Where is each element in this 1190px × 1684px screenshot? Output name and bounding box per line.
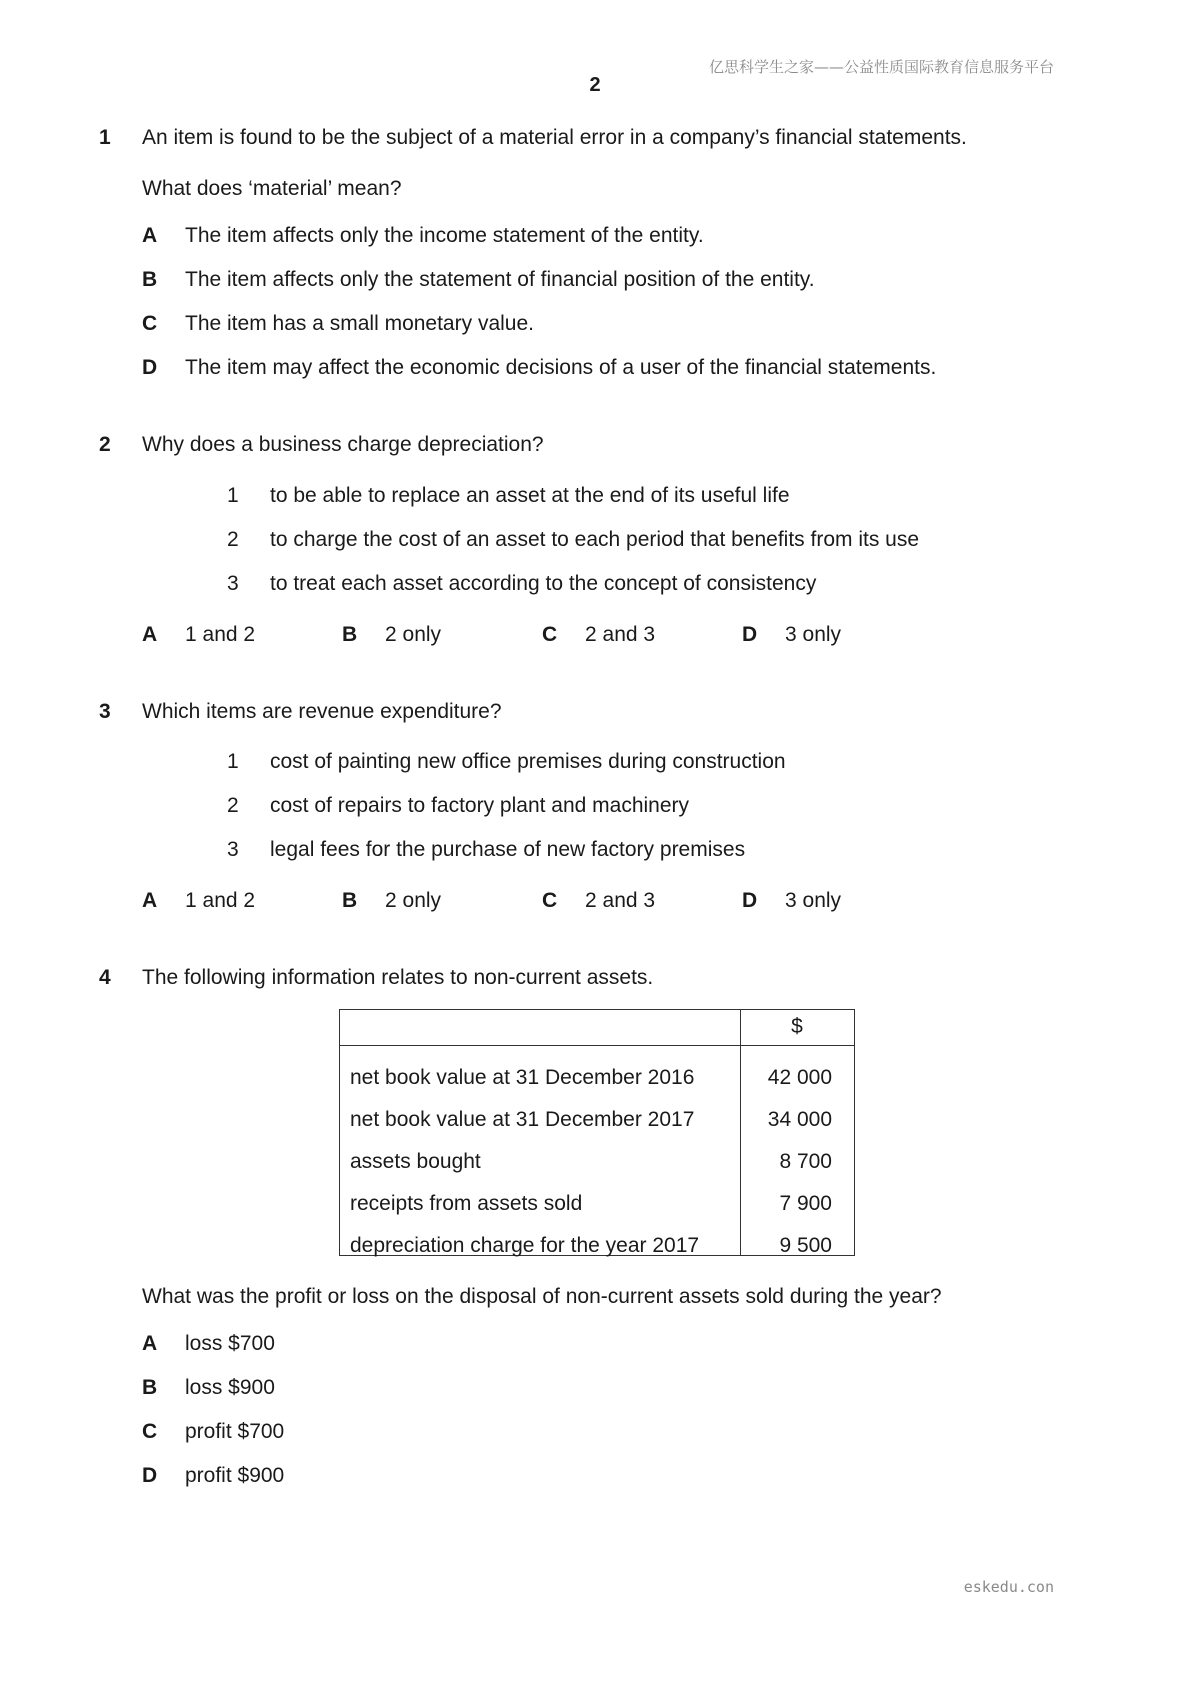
option-text: The item has a small monetary value. — [185, 312, 534, 335]
option-text: The item may affect the economic decisions of a user of the financial statements. — [185, 356, 937, 379]
table-row-value: 9 500 — [779, 1234, 832, 1257]
option-b[interactable] — [342, 888, 441, 914]
option-d[interactable] — [742, 888, 841, 914]
option-text: profit $700 — [185, 1420, 285, 1443]
table-row-label: depreciation charge for the year 2017 — [350, 1234, 700, 1257]
option-c[interactable] — [542, 888, 655, 914]
option-text: profit $900 — [185, 1464, 285, 1487]
table-header-currency: $ — [791, 1015, 803, 1038]
statement-2 — [227, 793, 689, 819]
table-header-divider — [340, 1045, 854, 1046]
statement-1 — [227, 483, 790, 509]
statement-number: 3 — [227, 572, 239, 595]
option-text: loss $700 — [185, 1332, 275, 1355]
option-letter: C — [142, 1420, 158, 1443]
statement-text: to charge the cost of an asset to each period that benefits from its use — [270, 528, 920, 551]
option-text: 2 only — [385, 889, 442, 912]
option-b[interactable] — [142, 1375, 275, 1401]
question-number: 3 — [99, 700, 111, 723]
statement-number: 2 — [227, 528, 239, 551]
statement-number: 1 — [227, 750, 239, 773]
option-letter: C — [142, 312, 158, 335]
table-row-value: 34 000 — [767, 1108, 832, 1131]
option-d[interactable] — [142, 1463, 284, 1489]
question-stem: Why does a business charge depreciation? — [142, 433, 544, 456]
option-text: 3 only — [785, 889, 842, 912]
option-b[interactable] — [342, 622, 441, 648]
table-row-value: 7 900 — [779, 1192, 832, 1215]
option-letter: D — [742, 889, 758, 912]
option-letter: C — [542, 623, 558, 646]
option-letter: B — [142, 1376, 158, 1399]
option-letter: B — [342, 889, 358, 912]
statement-text: cost of repairs to factory plant and machinery — [270, 794, 690, 817]
assets-table — [339, 1009, 855, 1256]
option-letter: A — [142, 224, 158, 247]
statement-text: cost of painting new office premises during construction — [270, 750, 786, 773]
question-prompt: What was the profit or loss on the disposal of non-current assets sold during the year? — [142, 1285, 942, 1308]
question-number: 1 — [99, 126, 111, 149]
table-row-value: 42 000 — [767, 1066, 832, 1089]
option-letter: C — [542, 889, 558, 912]
option-text: 3 only — [785, 623, 842, 646]
option-text: 2 and 3 — [585, 889, 656, 912]
option-a[interactable] — [142, 1331, 275, 1357]
option-text: loss $900 — [185, 1376, 275, 1399]
option-letter: A — [142, 623, 158, 646]
option-c[interactable] — [542, 622, 655, 648]
option-d[interactable] — [142, 355, 936, 381]
table-row-label: assets bought — [350, 1150, 481, 1173]
option-letter: B — [342, 623, 358, 646]
statement-3 — [227, 571, 816, 597]
statement-3 — [227, 837, 745, 863]
option-letter: D — [142, 356, 158, 379]
option-letter: B — [142, 268, 158, 291]
option-b[interactable] — [142, 267, 815, 293]
option-a[interactable] — [142, 622, 255, 648]
footer-watermark: eskedu.con — [963, 1578, 1054, 1596]
statement-number: 2 — [227, 794, 239, 817]
statement-text: legal fees for the purchase of new factory premises — [270, 838, 746, 861]
statement-text: to treat each asset according to the concept of consistency — [270, 572, 817, 595]
table-row-label: receipts from assets sold — [350, 1192, 583, 1215]
question-number: 2 — [99, 433, 111, 456]
table-row-value: 8 700 — [779, 1150, 832, 1173]
question-prompt: What does ‘material’ mean? — [142, 177, 402, 200]
option-c[interactable] — [142, 1419, 284, 1445]
question-stem: Which items are revenue expenditure? — [142, 700, 502, 723]
header-watermark: 亿思科学生之家——公益性质国际教育信息服务平台 — [708, 58, 1054, 76]
option-letter: D — [142, 1464, 158, 1487]
statement-number: 3 — [227, 838, 239, 861]
option-text: The item affects only the statement of financial position of the entity. — [185, 268, 815, 291]
question-number: 4 — [99, 966, 111, 989]
option-letter: A — [142, 1332, 158, 1355]
statement-number: 1 — [227, 484, 239, 507]
question-stem: An item is found to be the subject of a material error in a company’s financial statements. — [142, 126, 967, 149]
statement-text: to be able to replace an asset at the end of its useful life — [270, 484, 790, 507]
option-letter: A — [142, 889, 158, 912]
option-a[interactable] — [142, 223, 704, 249]
option-d[interactable] — [742, 622, 841, 648]
table-row-label: net book value at 31 December 2016 — [350, 1066, 695, 1089]
question-stem: The following information relates to non-current assets. — [142, 966, 654, 989]
option-text: 1 and 2 — [185, 889, 256, 912]
option-a[interactable] — [142, 888, 255, 914]
table-row-label: net book value at 31 December 2017 — [350, 1108, 695, 1131]
option-letter: D — [742, 623, 758, 646]
option-text: 2 and 3 — [585, 623, 656, 646]
option-text: 2 only — [385, 623, 442, 646]
option-text: 1 and 2 — [185, 623, 256, 646]
statement-1 — [227, 749, 786, 775]
statement-2 — [227, 527, 919, 553]
option-text: The item affects only the income statement of the entity. — [185, 224, 704, 247]
page-number: 2 — [589, 74, 601, 96]
option-c[interactable] — [142, 311, 534, 337]
